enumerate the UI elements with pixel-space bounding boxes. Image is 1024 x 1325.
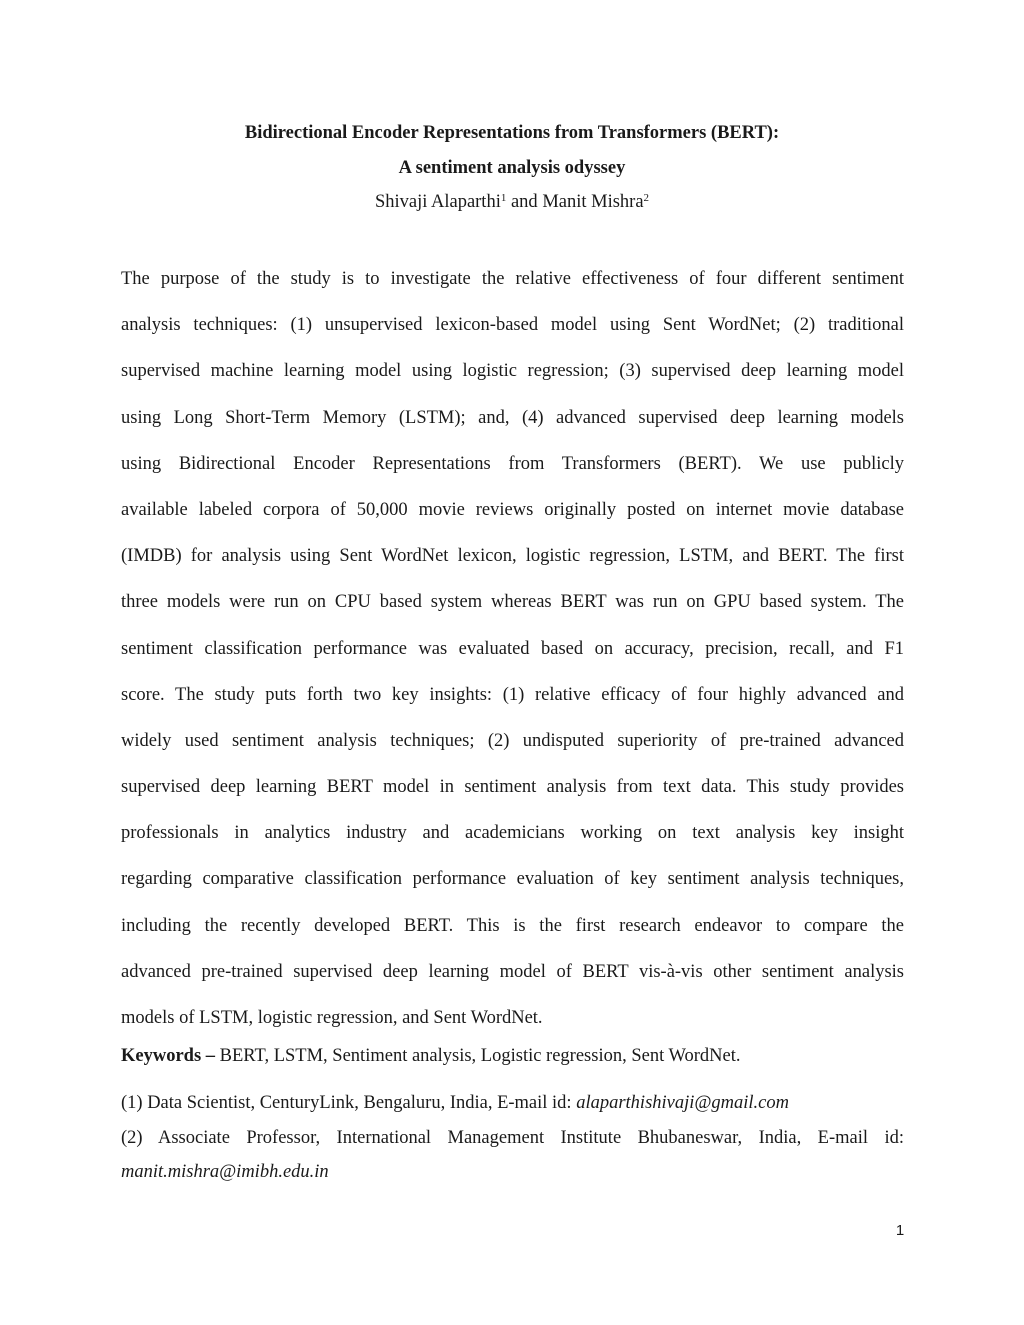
author-2-name: Manit Mishra (542, 192, 644, 212)
abstract-line: three models were run on CPU based system whereas BERT was run on GPU based system. The (121, 592, 904, 613)
affiliation-1 (121, 1092, 904, 1114)
abstract-line: using Long Short-Term Memory (LSTM); and, (4) advanced supervised deep learning models (121, 407, 904, 428)
keywords-text: BERT, LSTM, Sentiment analysis, Logistic regression, Sent WordNet. (219, 1046, 741, 1066)
abstract-line: widely used sentiment analysis techniques; (2) undisputed superiority of pre-trained advanced (121, 730, 904, 751)
abstract-line: sentiment classification performance was evaluated based on accuracy, precision, recall, and F1 (121, 638, 904, 659)
abstract-line: using Bidirectional Encoder Representations from Transformers (BERT). We use publicly (121, 453, 904, 474)
author-conjunction: and (510, 192, 538, 212)
author-1-name: Shivaji Alaparthi (374, 192, 501, 212)
author-2-affiliation-mark: 2 (643, 192, 650, 204)
abstract-line: models of LSTM, logistic regression, and Sent WordNet. (121, 1008, 543, 1028)
abstract-line: supervised deep learning BERT model in sentiment analysis from text data. This study provides (121, 777, 904, 798)
abstract-line: professionals in analytics industry and academicians working on text analysis key insight (121, 823, 904, 844)
abstract-line: regarding comparative classification performance evaluation of key sentiment analysis techniques, (121, 869, 904, 890)
keywords-label: Keywords – (121, 1046, 216, 1066)
abstract-line: available labeled corpora of 50,000 movie reviews originally posted on internet movie database (121, 499, 904, 520)
page-number: 1 (895, 1222, 905, 1239)
affiliation-2-email: manit.mishra@imibh.edu.in (121, 1162, 329, 1182)
abstract-paragraph (121, 256, 904, 1041)
abstract-line: analysis techniques: (1) unsupervised lexicon-based model using Sent WordNet; (2) traditional (121, 315, 904, 336)
abstract-line: including the recently developed BERT. This is the first research endeavor to compare the (121, 915, 904, 936)
abstract-line: advanced pre-trained supervised deep learning model of BERT vis-à-vis other sentiment analysis (121, 961, 904, 982)
affiliation-2-email-line (121, 1161, 904, 1183)
abstract-line: The purpose of the study is to investigate the relative effectiveness of four different sentiment (121, 269, 904, 289)
abstract-line: score. The study puts forth two key insights: (1) relative efficacy of four highly advanced and (121, 684, 904, 705)
paper-title-line-2: A sentiment analysis odyssey (398, 158, 626, 178)
author-line (0, 191, 1024, 213)
author-1-affiliation-mark: 1 (500, 192, 507, 204)
affiliation-1-email: alaparthishivaji@gmail.com (576, 1093, 790, 1113)
keywords-line (121, 1045, 904, 1067)
affiliation-1-text: (1) Data Scientist, CenturyLink, Bengaluru, India, E-mail id: (121, 1093, 572, 1113)
paper-title-line-1: Bidirectional Encoder Representations from Transformers (BERT): (244, 123, 780, 143)
abstract-line: (IMDB) for analysis using Sent WordNet lexicon, logistic regression, LSTM, and BERT. The first (121, 546, 904, 567)
affiliation-2: (2) Associate Professor, International Management Institute Bhubaneswar, India, E-mail id: (121, 1128, 904, 1148)
abstract-line: supervised machine learning model using logistic regression; (3) supervised deep learning model (121, 361, 904, 382)
